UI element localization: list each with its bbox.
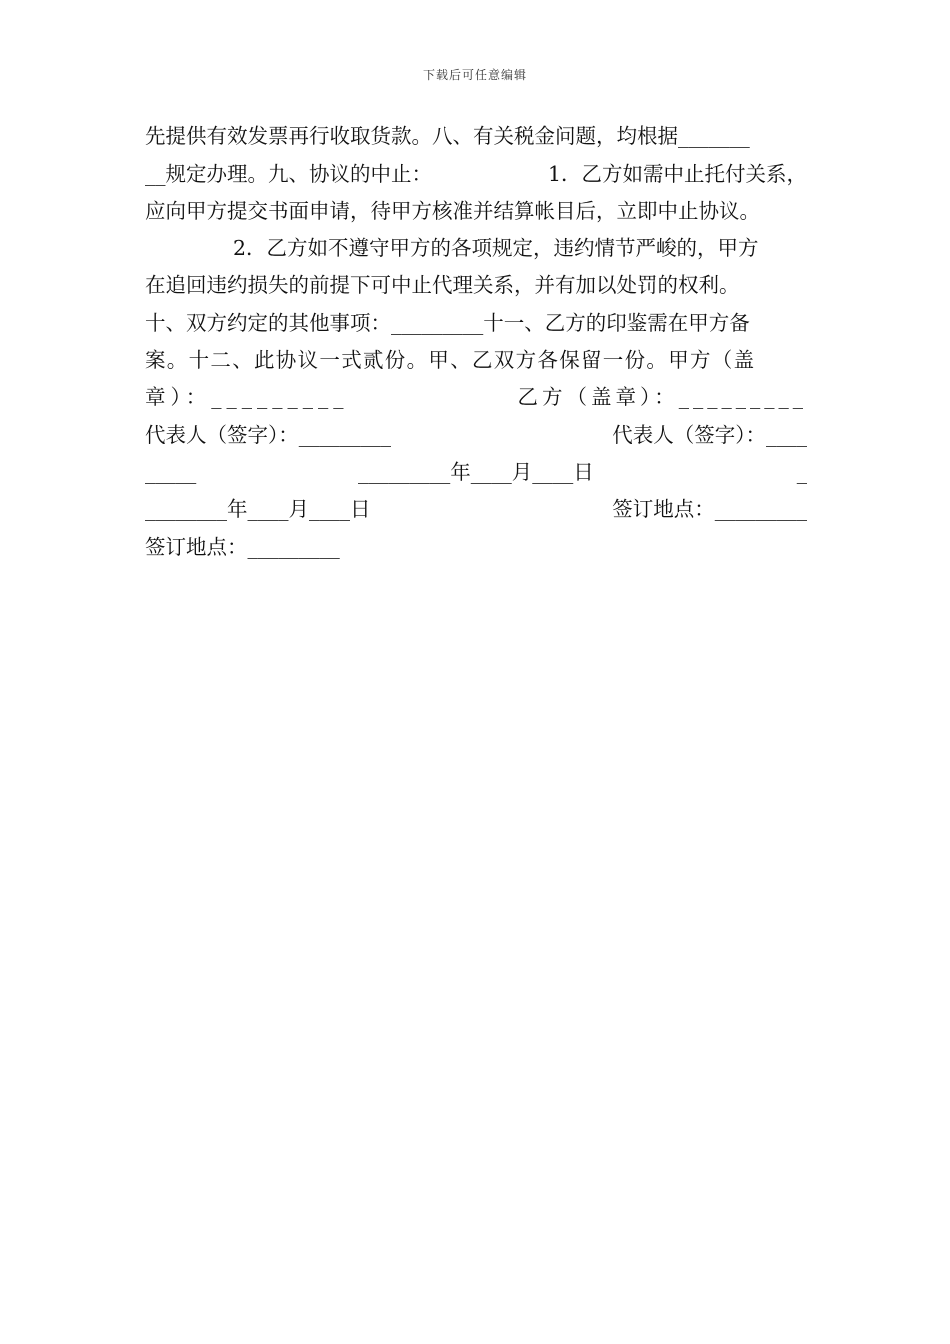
- line-2-clause-1: 1．乙方如需中止托付关系，: [547, 162, 807, 186]
- line-7-text: 案。十二、此协议一式贰份。甲、乙双方各保留一份。甲方（盖: [145, 348, 756, 372]
- party-a-signing-place: 签订地点：_________: [612, 497, 807, 521]
- page-header-note: 下载后可任意编辑: [422, 68, 527, 82]
- text-line-10: [145, 457, 807, 487]
- line-10-trailing-blank: _: [796, 460, 807, 484]
- line-4-clause-2: 2．乙方如不遵守甲方的各项规定，违约情节严峻的，甲方: [233, 236, 759, 260]
- text-line-3: [145, 196, 807, 226]
- party-a-representative: 代表人（签字）：_________: [145, 423, 391, 447]
- text-line-12: [145, 532, 807, 562]
- text-line-11: [145, 494, 807, 524]
- party-a-date: _________年____月____日: [358, 460, 594, 484]
- text-line-2: [145, 159, 807, 189]
- party-b-representative: 代表人（签字）：____: [612, 423, 807, 447]
- party-b-date: ________年____月____日: [145, 497, 371, 521]
- text-line-8: [145, 382, 807, 412]
- line-3-text: 应向甲方提交书面申请，待甲方核准并结算帐目后，立即中止协议。: [145, 199, 760, 223]
- party-b-signing-place: 签订地点：_________: [145, 535, 340, 559]
- line-10-blank: _____: [145, 460, 197, 484]
- text-line-9: [145, 420, 807, 450]
- text-line-5: [145, 270, 807, 300]
- text-line-4: [145, 233, 807, 263]
- line-2-text: __规定办理。九、协议的中止：: [145, 162, 432, 186]
- line-6-text: 十、双方约定的其他事项：_________十一、乙方的印鉴需在甲方备: [145, 311, 750, 335]
- line-1-text: 先提供有效发票再行收取货款。八、有关税金问题，均根据_______: [145, 124, 750, 148]
- text-line-6: [145, 308, 807, 338]
- line-5-text: 在追回违约损失的前提下可中止代理关系，并有加以处罚的权利。: [145, 273, 740, 297]
- party-a-seal: 章）：_________: [145, 385, 349, 409]
- text-line-1: [145, 121, 807, 151]
- text-line-7: [145, 345, 807, 375]
- party-b-seal: 乙方（盖章）：_________: [517, 385, 807, 409]
